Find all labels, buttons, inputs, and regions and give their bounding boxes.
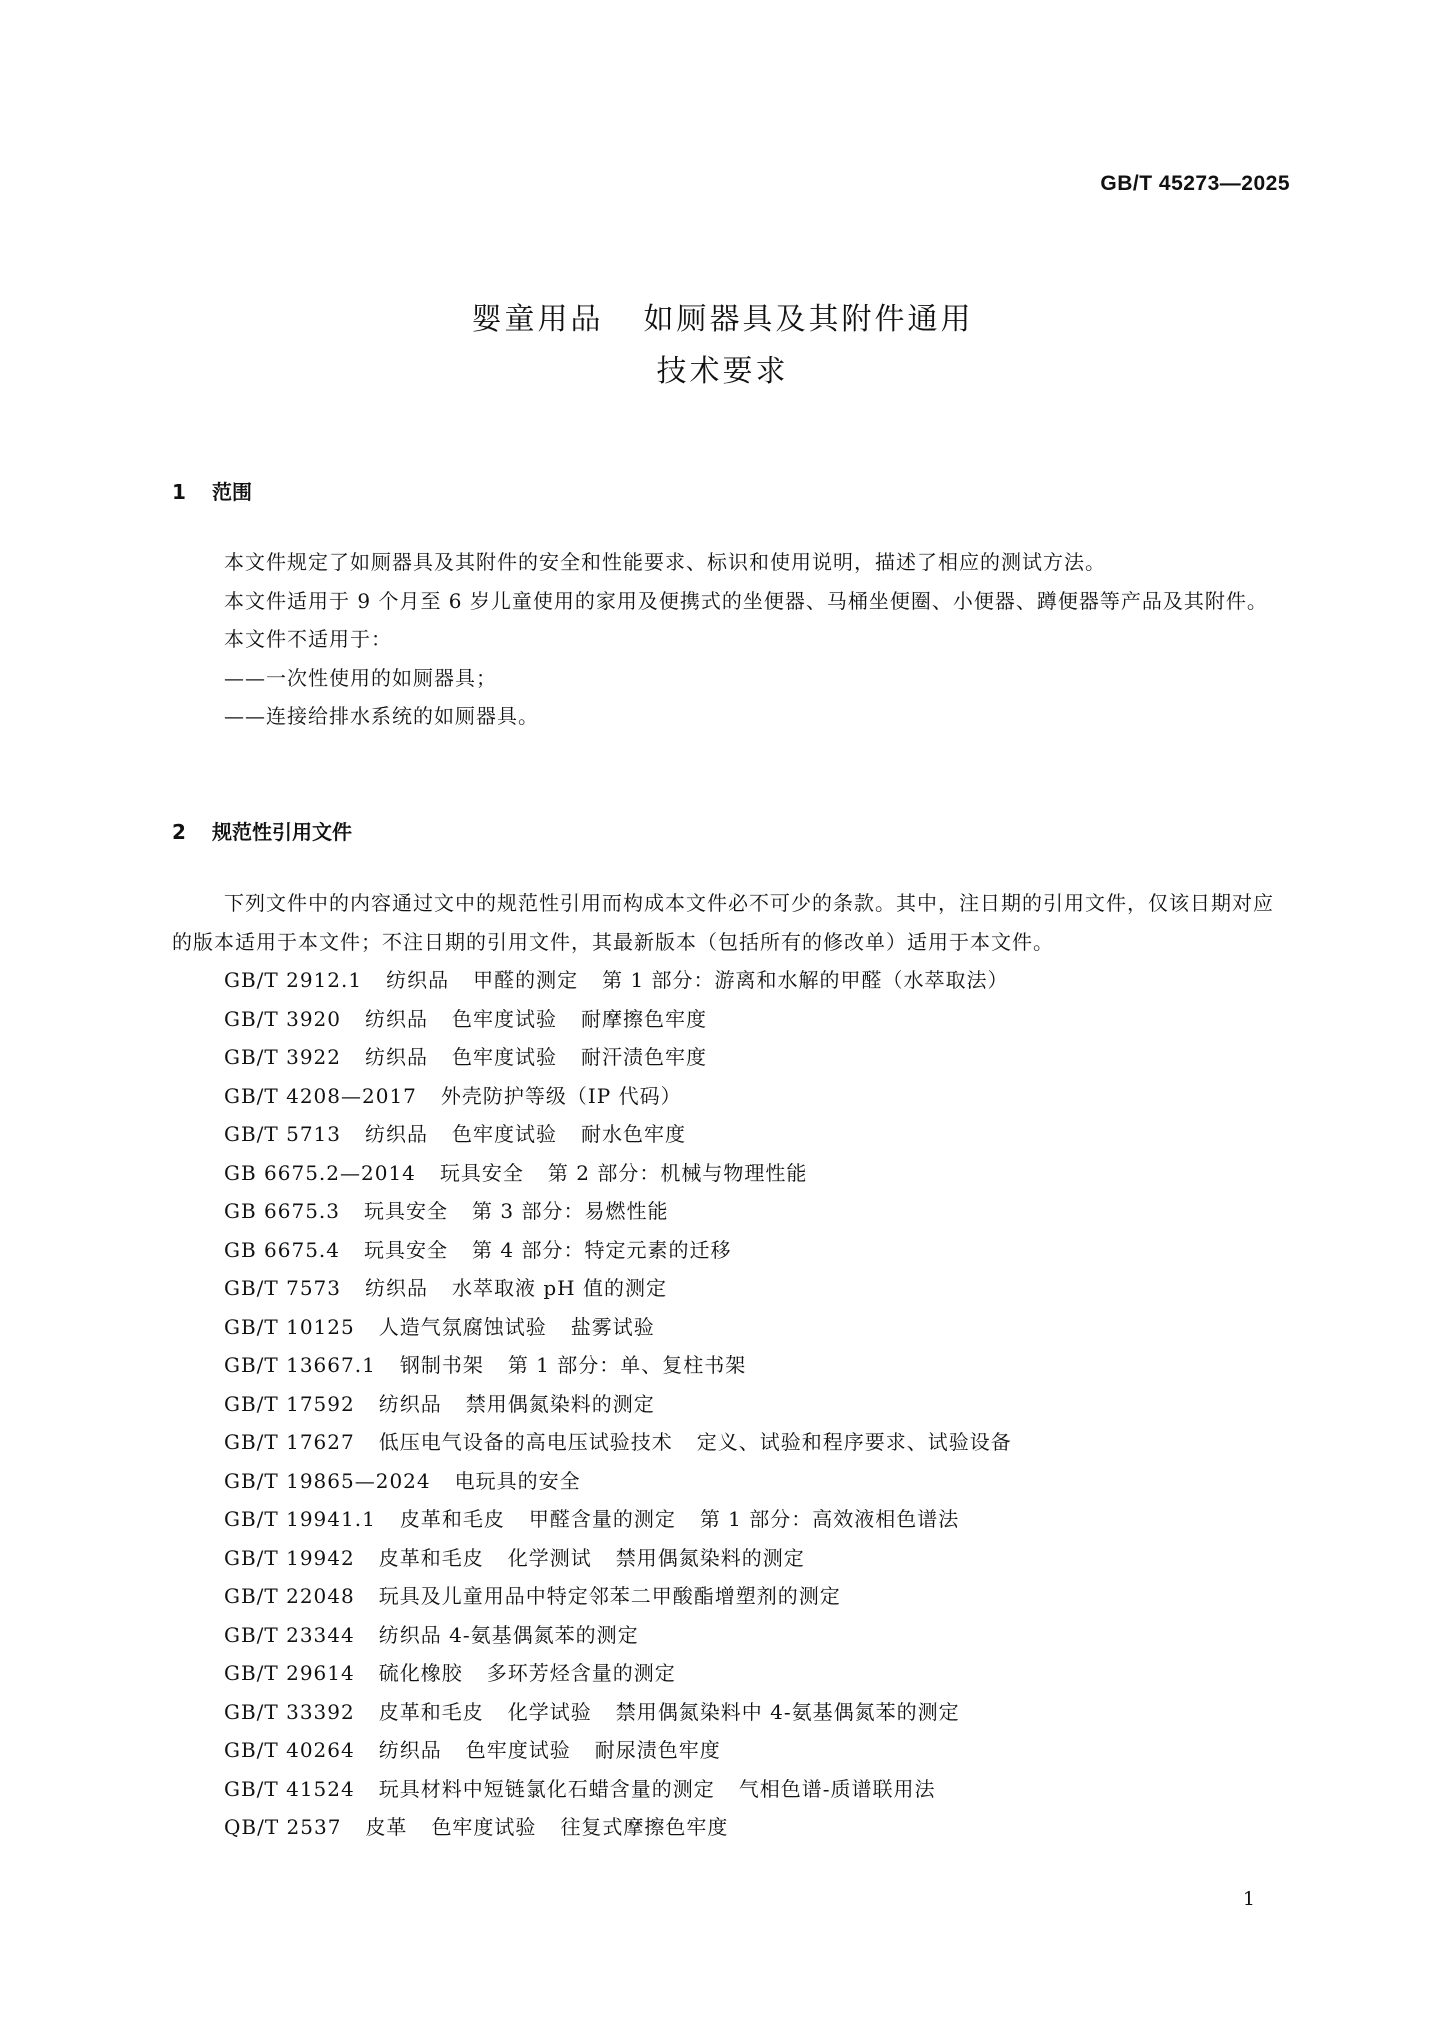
reference-code: GB/T 10125 — [224, 1314, 355, 1339]
reference-title-part: 人造气氛腐蚀试验 — [378, 1314, 547, 1339]
reference-item — [172, 1731, 1290, 1770]
reference-title-part: 玩具安全 — [364, 1199, 449, 1223]
title-part-b: 如厕器具及其附件通用 — [643, 302, 974, 337]
reference-title-part: 耐摩擦色牢度 — [581, 1006, 708, 1031]
reference-item — [172, 1423, 1290, 1462]
reference-title-part: 皮革 — [365, 1815, 408, 1839]
reference-code: GB/T 23344 — [224, 1622, 355, 1647]
reference-code: GB/T 4208—2017 — [224, 1083, 417, 1108]
section-1-body — [172, 543, 1290, 736]
reference-title-part: 玩具及儿童用品中特定邻苯二甲酸酯增塑剂的测定 — [378, 1584, 841, 1608]
standard-number: GB/T 45273—2025 — [1100, 172, 1290, 195]
reference-item — [172, 1308, 1290, 1347]
reference-code: GB/T 17627 — [224, 1430, 355, 1454]
reference-code: GB/T 29614 — [224, 1661, 355, 1685]
reference-title-part: 皮革和毛皮 — [378, 1545, 484, 1570]
reference-title-part: 化学测试 — [507, 1545, 592, 1570]
exclusion-item: ——连接给排水系统的如厕器具。 — [224, 704, 539, 728]
reference-title-part: 纺织品 — [365, 1045, 429, 1069]
reference-title-part: 第 3 部分：易燃性能 — [472, 1199, 669, 1223]
reference-code: QB/T 2537 — [224, 1815, 342, 1839]
reference-title-part: 纺织品 — [378, 1391, 442, 1416]
reference-code: GB/T 3922 — [224, 1045, 342, 1069]
title-part-a: 婴童用品 — [471, 302, 604, 337]
reference-item — [172, 1693, 1290, 1732]
reference-title-part: 盐雾试验 — [570, 1314, 655, 1339]
reference-title-part: 纺织品 4-氨基偶氮苯的测定 — [378, 1622, 639, 1647]
reference-title-part: 色牢度试验 — [452, 1006, 558, 1031]
reference-title-part: 皮革和毛皮 — [399, 1507, 505, 1531]
reference-title-part: 甲醛含量的测定 — [528, 1507, 676, 1531]
reference-title-part: 禁用偶氮染料的测定 — [465, 1391, 655, 1416]
reference-title-part: 玩具安全 — [439, 1160, 524, 1185]
reference-title-part: 纺织品 — [365, 1006, 429, 1031]
reference-item — [172, 961, 1290, 1000]
references-intro: 下列文件中的内容通过文中的规范性引用而构成本文件必不可少的条款。其中，注日期的引用文件，仅该日期对应的版本适用于本文件；不注日期的引用文件，其最新版本（包括所有的修改单）适用于本文件。 — [172, 891, 1274, 954]
reference-title-part: 多环芳烃含量的测定 — [486, 1661, 676, 1685]
section-2-heading — [172, 816, 352, 845]
reference-title-part: 禁用偶氮染料中 4-氨基偶氮苯的测定 — [615, 1699, 960, 1724]
reference-title-part: 往复式摩擦色牢度 — [560, 1815, 729, 1839]
reference-item — [172, 1577, 1290, 1616]
reference-title-part: 耐水色牢度 — [581, 1122, 687, 1146]
reference-title-part: 低压电气设备的高电压试验技术 — [378, 1430, 673, 1454]
reference-item — [172, 1616, 1290, 1655]
reference-code: GB 6675.2—2014 — [224, 1160, 416, 1185]
reference-code: GB/T 2912.1 — [224, 968, 363, 992]
reference-code: GB/T 19942 — [224, 1545, 355, 1570]
reference-title-part: 色牢度试验 — [452, 1122, 558, 1146]
reference-title-part: 纺织品 — [378, 1738, 442, 1762]
scope-paragraph: 本文件规定了如厕器具及其附件的安全和性能要求、标识和使用说明，描述了相应的测试方法。 — [224, 550, 1106, 574]
reference-title-part: 色牢度试验 — [431, 1815, 537, 1839]
reference-item — [172, 1231, 1290, 1270]
reference-title-part: 色牢度试验 — [452, 1045, 558, 1069]
reference-item — [172, 1115, 1290, 1154]
reference-title-part: 水萃取液 pH 值的测定 — [452, 1276, 667, 1300]
section-1-heading — [172, 476, 252, 505]
reference-title-part: 气相色谱-质谱联用法 — [738, 1776, 936, 1801]
reference-title-part: 第 4 部分：特定元素的迁移 — [472, 1237, 732, 1262]
reference-title-part: 第 1 部分：游离和水解的甲醛（水萃取法） — [602, 968, 1009, 992]
reference-title-part: 玩具安全 — [364, 1237, 449, 1262]
reference-title-part: 甲醛的测定 — [473, 968, 579, 992]
reference-title-part: 第 1 部分：高效液相色谱法 — [699, 1507, 960, 1531]
reference-title-part: 钢制书架 — [399, 1353, 484, 1377]
document-title — [0, 294, 1445, 398]
reference-code: GB/T 5713 — [224, 1122, 342, 1146]
reference-code: GB/T 13667.1 — [224, 1353, 376, 1377]
reference-title-part: 耐汗渍色牢度 — [581, 1045, 708, 1069]
reference-code: GB/T 33392 — [224, 1699, 355, 1724]
reference-code: GB/T 17592 — [224, 1391, 355, 1416]
reference-title-part: 耐尿渍色牢度 — [594, 1738, 721, 1762]
reference-code: GB/T 41524 — [224, 1776, 355, 1801]
reference-title-part: 皮革和毛皮 — [378, 1699, 484, 1724]
reference-title-part: 硫化橡胶 — [378, 1661, 463, 1685]
reference-code: GB/T 19941.1 — [224, 1507, 376, 1531]
reference-title-part: 化学试验 — [507, 1699, 592, 1724]
scope-paragraph: 本文件不适用于： — [224, 627, 392, 651]
section-2-body — [172, 884, 1290, 1847]
title-line-2: 技术要求 — [656, 354, 789, 389]
reference-item — [172, 1000, 1290, 1039]
reference-code: GB/T 22048 — [224, 1584, 355, 1608]
reference-item — [172, 1770, 1290, 1809]
reference-item — [172, 1346, 1290, 1385]
reference-code: GB/T 3920 — [224, 1006, 342, 1031]
reference-title-part: 第 2 部分：机械与物理性能 — [547, 1160, 808, 1185]
reference-item — [172, 1269, 1290, 1308]
exclusion-item: ——一次性使用的如厕器具； — [224, 665, 497, 690]
reference-item — [172, 1654, 1290, 1693]
reference-item — [172, 1500, 1290, 1539]
reference-code: GB 6675.3 — [224, 1199, 341, 1223]
reference-item — [172, 1385, 1290, 1424]
section-1-title: 范围 — [212, 480, 252, 504]
section-2-title: 规范性引用文件 — [212, 820, 352, 844]
reference-title-part: 玩具材料中短链氯化石蜡含量的测定 — [378, 1776, 715, 1801]
reference-code: GB/T 19865—2024 — [224, 1468, 431, 1493]
reference-code: GB/T 40264 — [224, 1738, 355, 1762]
section-1-number: 1 — [172, 480, 186, 504]
reference-list — [172, 961, 1290, 1847]
reference-title-part: 纺织品 — [365, 1122, 429, 1146]
reference-item — [172, 1462, 1290, 1501]
reference-title-part: 纺织品 — [386, 968, 450, 992]
reference-title-part: 纺织品 — [365, 1276, 429, 1300]
section-2-number: 2 — [172, 820, 186, 844]
reference-title-part: 禁用偶氮染料的测定 — [615, 1545, 805, 1570]
reference-title-part: 电玩具的安全 — [454, 1468, 581, 1493]
reference-title-part: 外壳防护等级（IP 代码） — [440, 1083, 682, 1108]
reference-item — [172, 1808, 1290, 1847]
reference-item — [172, 1038, 1290, 1077]
page-number: 1 — [1242, 1888, 1255, 1910]
reference-item — [172, 1077, 1290, 1116]
reference-title-part: 定义、试验和程序要求、试验设备 — [696, 1430, 1012, 1454]
reference-title-part: 色牢度试验 — [465, 1738, 571, 1762]
reference-title-part: 第 1 部分：单、复柱书架 — [507, 1353, 747, 1377]
reference-item — [172, 1154, 1290, 1193]
title-line-1 — [0, 294, 1445, 346]
reference-item — [172, 1192, 1290, 1231]
scope-paragraph: 本文件适用于 9 个月至 6 岁儿童使用的家用及便携式的坐便器、马桶坐便圈、小便器、蹲便器等产品及其附件。 — [224, 588, 1268, 613]
reference-item — [172, 1539, 1290, 1578]
reference-code: GB 6675.4 — [224, 1237, 341, 1262]
reference-code: GB/T 7573 — [224, 1276, 342, 1300]
